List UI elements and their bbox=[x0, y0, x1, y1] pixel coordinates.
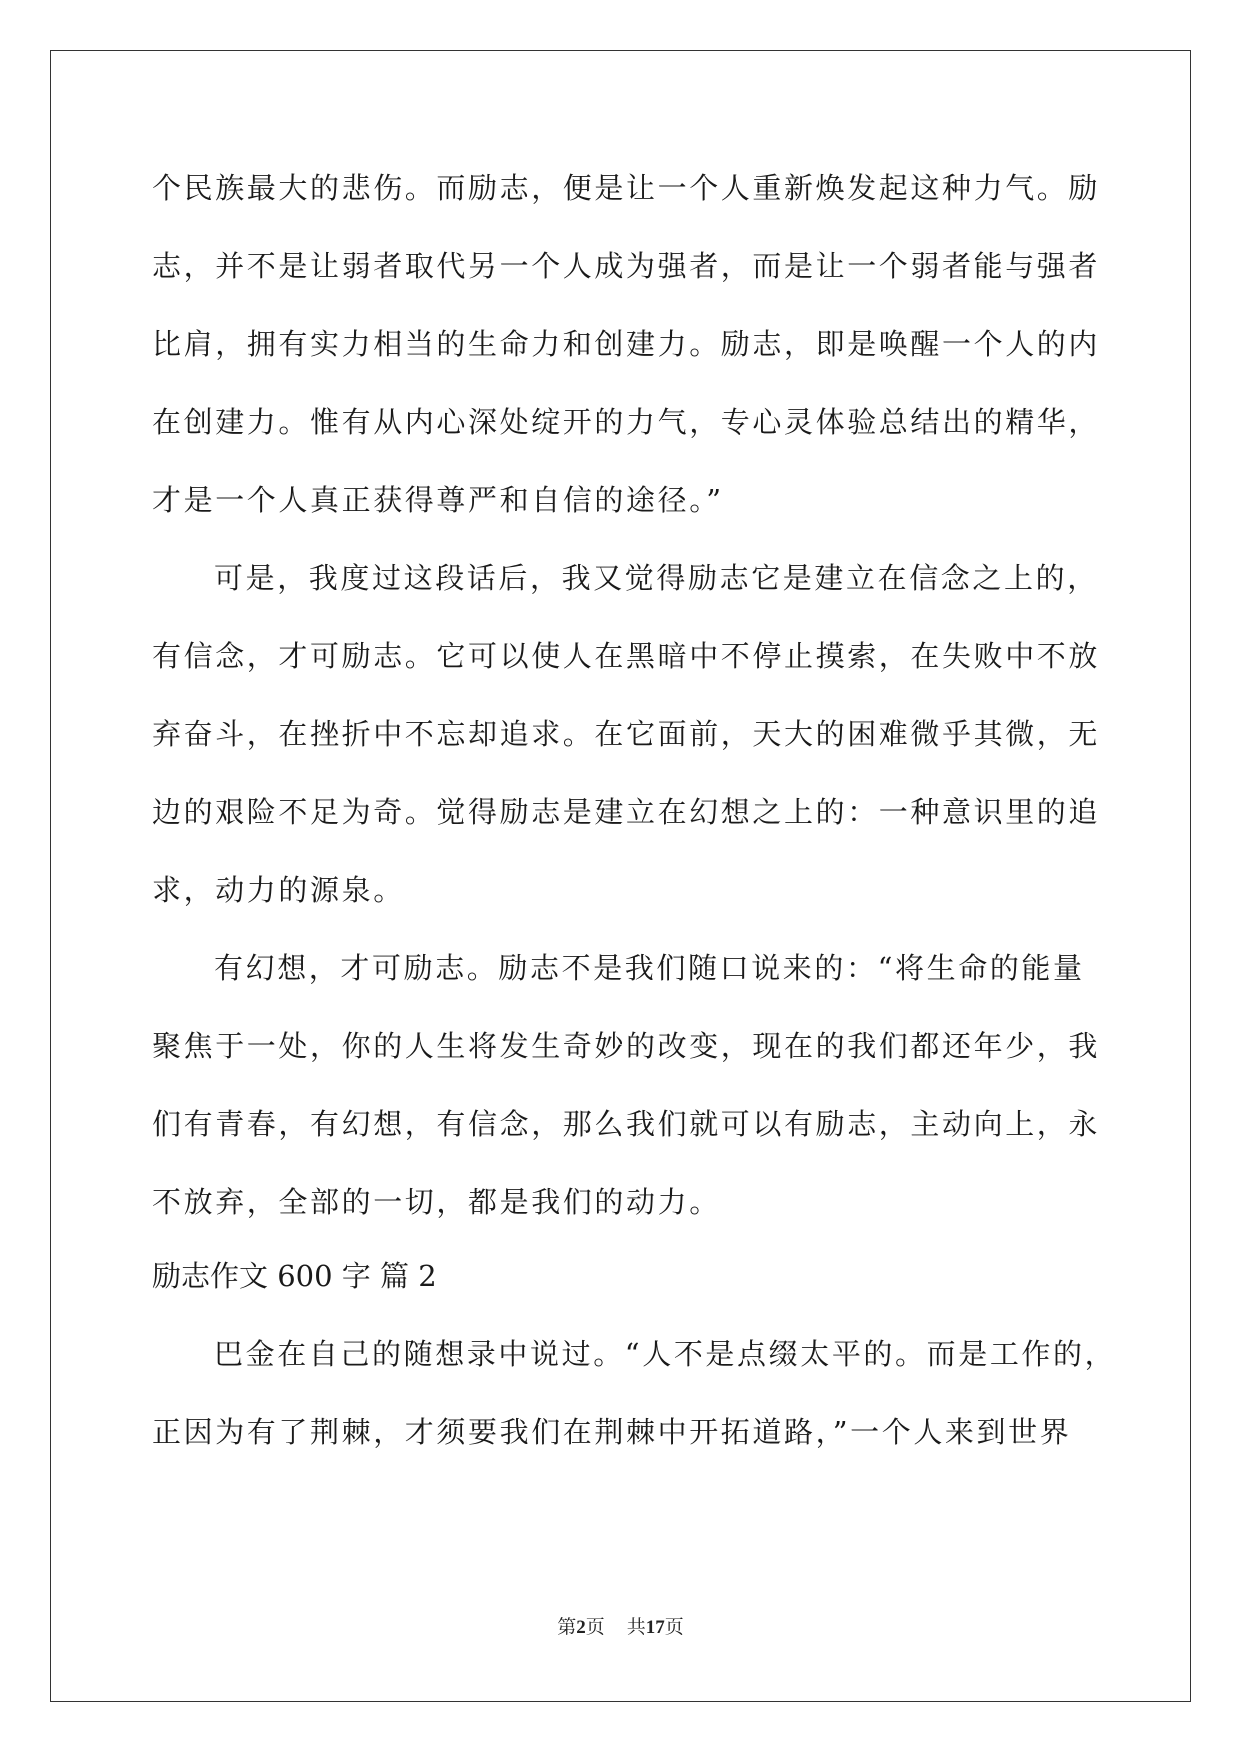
footer-page-suffix: 页 bbox=[585, 1616, 605, 1638]
paragraph-first-line: 有幻想，才可励志。励志不是我们随口说来的：“将生命的能量 bbox=[214, 951, 1085, 985]
text-line: 不放弃，全部的一切，都是我们的动力。 bbox=[152, 1185, 721, 1219]
text-line: 们有青春，有幻想，有信念，那么我们就可以有励志，主动向上，永 bbox=[152, 1107, 1101, 1141]
page-footer bbox=[0, 1615, 1241, 1640]
paragraph-first-line: 巴金在自己的随想录中说过。“人不是点缀太平的。而是工作的， bbox=[214, 1337, 1117, 1371]
text-line: 有信念，才可励志。它可以使人在黑暗中不停止摸索，在失败中不放 bbox=[152, 639, 1101, 673]
footer-total-suffix: 页 bbox=[664, 1616, 684, 1638]
text-line: 在创建力。惟有从内心深处绽开的力气，专心灵体验总结出的精华， bbox=[152, 405, 1101, 439]
text-line: 比肩，拥有实力相当的生命力和创建力。励志，即是唤醒一个人的内 bbox=[152, 327, 1101, 361]
footer-page-number: 2 bbox=[576, 1617, 586, 1638]
text-line: 个民族最大的悲伤。而励志，便是让一个人重新焕发起这种力气。励 bbox=[152, 171, 1101, 205]
text-line: 正因为有了荆棘，才须要我们在荆棘中开拓道路，”一个人来到世界 bbox=[152, 1415, 1072, 1449]
text-line: 求，动力的源泉。 bbox=[152, 873, 405, 907]
paragraph-first-line: 可是，我度过这段话后，我又觉得励志它是建立在信念之上的， bbox=[214, 561, 1099, 595]
text-line: 边的艰险不足为奇。觉得励志是建立在幻想之上的：一种意识里的追 bbox=[152, 795, 1101, 829]
footer-total-prefix: 共 bbox=[626, 1616, 646, 1638]
text-line: 志，并不是让弱者取代另一个人成为强者，而是让一个弱者能与强者 bbox=[152, 249, 1101, 283]
text-line: 聚焦于一处，你的人生将发生奇妙的改变，现在的我们都还年少，我 bbox=[152, 1029, 1101, 1063]
footer-page-prefix: 第 bbox=[557, 1616, 577, 1638]
section-heading: 励志作文 600 字 篇 2 bbox=[152, 1259, 437, 1293]
text-line: 弃奋斗，在挫折中不忘却追求。在它面前，天大的困难微乎其微，无 bbox=[152, 717, 1101, 751]
footer-total-pages: 17 bbox=[645, 1617, 665, 1638]
text-line: 才是一个人真正获得尊严和自信的途径。” bbox=[152, 483, 724, 517]
